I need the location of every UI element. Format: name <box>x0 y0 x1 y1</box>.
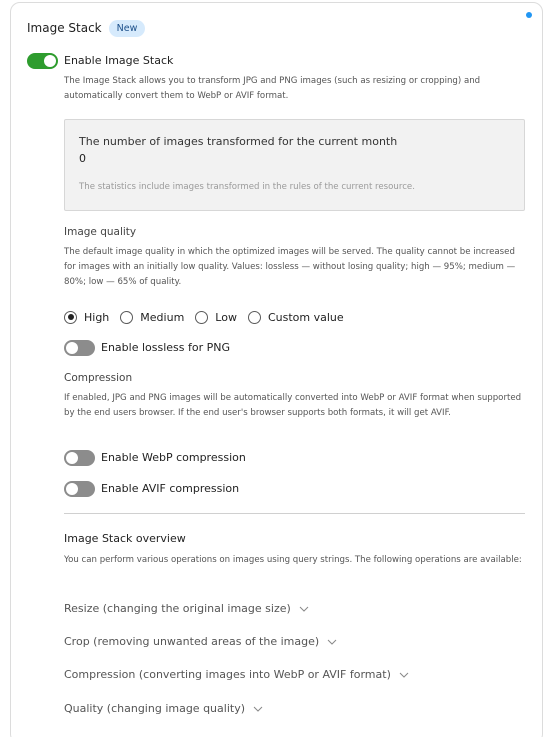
stats-panel <box>64 119 525 211</box>
lossless-png-label: Enable lossless for PNG <box>101 341 231 354</box>
quality-radio-group <box>64 309 355 325</box>
radio-label-custom: Custom value <box>267 310 344 324</box>
stats-note: The statistics include images transformed in the rules of the current resource. <box>79 182 415 192</box>
toggle-knob <box>66 342 78 354</box>
chevron-down-icon <box>253 705 263 713</box>
chevron-down-icon <box>299 605 309 613</box>
avif-compression-label: Enable AVIF compression <box>101 482 240 495</box>
accordion-quality-label: Quality (changing image quality) <box>64 702 245 715</box>
enable-image-stack-toggle[interactable] <box>27 53 58 69</box>
radio-medium[interactable] <box>120 311 133 324</box>
image-quality-heading: Image quality <box>64 226 137 238</box>
section-divider <box>64 513 525 514</box>
stats-value: 0 <box>79 152 86 165</box>
card-header <box>27 18 145 38</box>
stats-label: The number of images transformed for the current month <box>79 135 398 148</box>
new-badge: New <box>109 20 146 37</box>
radio-label-high: High <box>84 310 110 324</box>
webp-compression-toggle[interactable] <box>64 450 95 466</box>
status-dot <box>526 12 532 18</box>
radio-label-medium: Medium <box>140 310 185 324</box>
accordion-crop-label: Crop (removing unwanted areas of the image) <box>64 635 320 648</box>
chevron-down-icon <box>327 638 337 646</box>
accordion-compression-label: Compression (converting images into WebP or AVIF format) <box>64 668 391 681</box>
lossless-png-toggle[interactable] <box>64 340 95 356</box>
image-stack-card <box>10 2 543 737</box>
compression-description: If enabled, JPG and PNG images will be automatically converted into WebP or AVIF format when supported by the end users browser. If the end user's browser supports both formats, it will get AVIF. <box>64 393 522 418</box>
quality-option-low[interactable] <box>195 311 237 324</box>
accordion-compression[interactable] <box>64 668 409 681</box>
overview-heading: Image Stack overview <box>64 532 186 545</box>
accordion-quality[interactable] <box>64 702 263 715</box>
card-title: Image Stack <box>27 21 102 35</box>
intro-description: The Image Stack allows you to transform JPG and PNG images (such as resizing or cropping) and automatically convert them to WebP or AVIF format. <box>64 76 481 101</box>
quality-option-high[interactable] <box>64 311 109 324</box>
toggle-knob <box>44 55 56 67</box>
radio-high[interactable] <box>64 311 77 324</box>
toggle-knob <box>66 452 78 464</box>
accordion-crop[interactable] <box>64 635 337 648</box>
compression-heading: Compression <box>64 372 133 384</box>
accordion-resize[interactable] <box>64 602 309 615</box>
quality-option-medium[interactable] <box>120 311 184 324</box>
image-quality-description: The default image quality in which the optimized images will be served. The quality cannot be increased for images with an initially low quality. Values: lossless — without losing quality; high — 95%; medium — 80%; low — 65% of quality. <box>64 247 516 287</box>
radio-low[interactable] <box>195 311 208 324</box>
webp-compression-label: Enable WebP compression <box>101 451 246 464</box>
quality-option-custom[interactable] <box>248 311 344 324</box>
chevron-down-icon <box>399 671 409 679</box>
toggle-knob <box>66 483 78 495</box>
radio-label-low: Low <box>215 310 237 324</box>
radio-custom[interactable] <box>248 311 261 324</box>
accordion-resize-label: Resize (changing the original image size) <box>64 602 291 615</box>
enable-image-stack-label: Enable Image Stack <box>64 54 174 67</box>
overview-description: You can perform various operations on images using query strings. The following operations are available: <box>64 555 522 565</box>
avif-compression-toggle[interactable] <box>64 481 95 497</box>
